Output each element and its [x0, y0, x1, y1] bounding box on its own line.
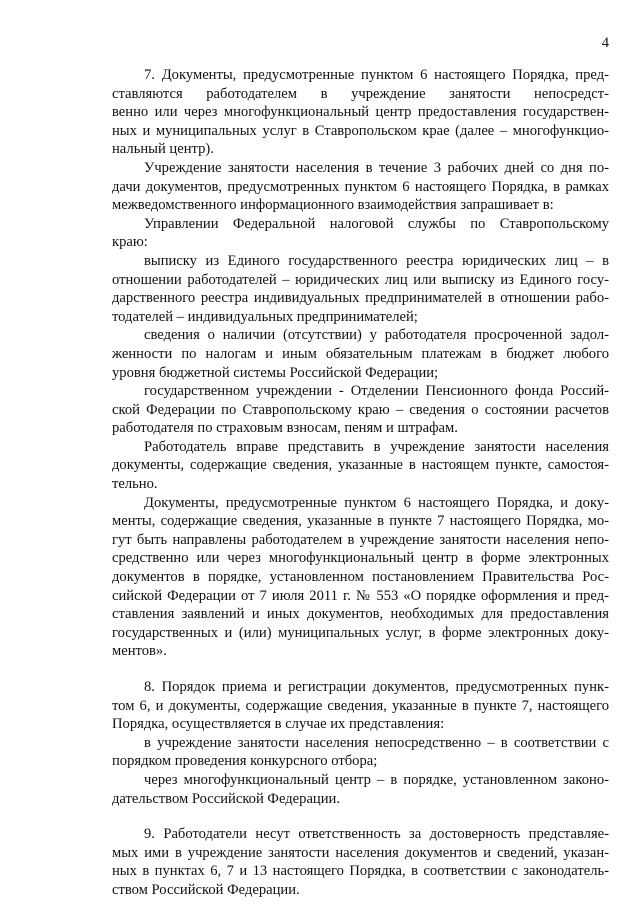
paragraph-gap	[112, 661, 609, 678]
text-line: Учреждение занятости населения в течение 3 рабочих дней со дня по-	[144, 159, 609, 176]
document-body	[112, 66, 609, 900]
text-line: венно или через многофункциональный центр предоставления государствен-	[112, 104, 609, 121]
text-line: средственно или через многофункциональный центр в форме электронных	[112, 550, 609, 567]
text-line: ской Федерации по Ставропольскому краю – сведения о состоянии расчетов	[112, 401, 609, 418]
text-line: женности по налогам и иным обязательным платежам в бюджет любого	[112, 345, 609, 362]
text-line: гут быть направлены работодателем в учреждение занятости населения непо-	[112, 531, 609, 548]
text-line: тельно.	[112, 476, 158, 493]
text-line: ставления заявлений и иных документов, необходимых для предоставления	[112, 606, 609, 623]
text-line: мых ими в учреждение занятости населения документов и сведений, указан-	[112, 844, 609, 861]
text-line: нальный центр).	[112, 141, 214, 158]
text-line: том 6, и документы, содержащие сведения, указанные в пункте 7, настоящего	[112, 697, 609, 714]
paragraph	[112, 825, 609, 899]
text-line: Порядка, осуществляется в случае их представления:	[112, 716, 445, 733]
text-line: дачи документов, предусмотренных пунктом 6 настоящего Порядка, в рамках	[112, 178, 609, 195]
paragraph	[112, 252, 609, 326]
text-line: Работодатель вправе представить в учреждение занятости населения	[144, 438, 609, 455]
text-line: 7. Документы, предусмотренные пунктом 6 настоящего Порядка, пред-	[144, 67, 609, 83]
text-line: ных в пунктах 6, 7 и 13 настоящего Порядка, в соответствии с законодатель-	[112, 863, 609, 880]
text-line: краю:	[112, 234, 148, 251]
text-line: Документы, предусмотренные пунктом 6 настоящего Порядка, и доку-	[144, 494, 609, 511]
paragraph	[112, 438, 609, 494]
paragraph	[112, 678, 609, 734]
text-line: в учреждение занятости населения непосредственно – в соответствии с	[144, 734, 609, 751]
paragraph	[112, 382, 609, 438]
text-line: Управлении Федеральной налоговой службы по Ставропольскому	[144, 215, 609, 232]
text-line: работодателя по страховым взносам, пеням и штрафам.	[112, 420, 458, 437]
text-line: сийской Федерации от 7 июля 2011 г. № 553 «О порядке оформления и пред-	[112, 587, 609, 604]
paragraph	[112, 159, 609, 215]
paragraph	[112, 215, 609, 252]
text-line: ментов».	[112, 643, 167, 660]
text-line: ставляются работодателем в учреждение занятости непосредст-	[112, 85, 609, 102]
text-line: ных и муниципальных услуг в Ставропольском крае (далее – многофункцио-	[112, 122, 609, 139]
text-line: дарственного реестра индивидуальных предпринимателей в отношении рабо-	[112, 290, 609, 307]
text-line: отношении работодателей – юридических лиц или выписку из Единого госу-	[112, 271, 609, 288]
paragraph	[112, 326, 609, 382]
text-line: 8. Порядок приема и регистрации документов, предусмотренных пунк-	[144, 679, 609, 695]
text-line: 9. Работодатели несут ответственность за достоверность представляе-	[144, 826, 609, 843]
text-line: межведомственного информационного взаимодействия запрашивает в:	[112, 197, 554, 214]
text-line: дательством Российской Федерации.	[112, 790, 341, 807]
text-line: через многофункциональный центр – в порядке, установленном законо-	[144, 771, 609, 788]
text-line: государственном учреждении - Отделении Пенсионного фонда Россий-	[144, 383, 609, 400]
text-line: документов в порядке, установленном постановлением Правительства Рос-	[112, 569, 609, 586]
text-line: порядком проведения конкурсного отбора;	[112, 753, 378, 770]
text-line: сведения о наличии (отсутствии) у работодателя просроченной задол-	[144, 327, 609, 344]
text-line: государственных и (или) муниципальных услуг, в форме электронных доку-	[112, 624, 609, 641]
paragraph	[112, 66, 609, 159]
page-number: 4	[601, 35, 609, 51]
paragraph	[112, 494, 609, 661]
paragraph-gap	[112, 808, 609, 825]
text-line: уровня бюджетной системы Российской Федерации;	[112, 364, 439, 381]
paragraph	[112, 771, 609, 808]
text-line: менты, содержащие сведения, указанные в пункте 7 настоящего Порядка, мо-	[112, 513, 609, 530]
text-line: ством Российской Федерации.	[112, 881, 300, 898]
paragraph	[112, 734, 609, 771]
text-line: документы, содержащие сведения, указанные в настоящем пункте, самостоя-	[112, 457, 609, 474]
text-line: выписку из Единого государственного реестра юридических лиц – в	[144, 252, 609, 269]
text-line: тодателей – индивидуальных предпринимателей;	[112, 308, 418, 325]
